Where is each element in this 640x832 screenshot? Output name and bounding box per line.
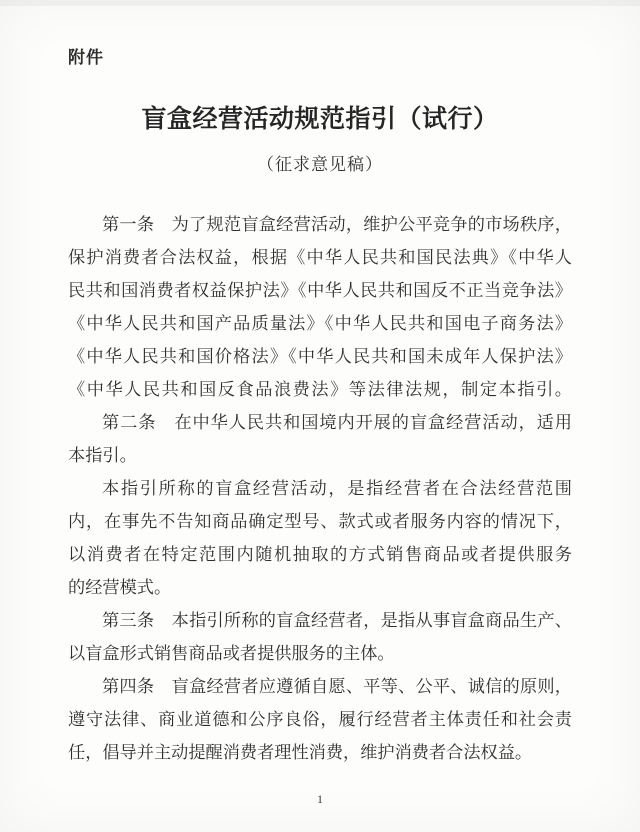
text-line: 民共和国消费者权益保护法》《中华人民共和国反不正当竞争法》 xyxy=(68,281,572,300)
text-line: 遵守法律、商业道德和公序良俗，履行经营者主体责任和社会责 xyxy=(68,710,572,729)
text-line: 第二条 在中华人民共和国境内开展的盲盒经营活动，适用 xyxy=(102,413,572,432)
text-line: 以消费者在特定范围内随机抽取的方式销售商品或者提供服务 xyxy=(68,545,572,564)
text-line: 保护消费者合法权益，根据《中华人民共和国民法典》《中华人 xyxy=(68,248,572,267)
text-line: 内，在事先不告知商品确定型号、款式或者服务内容的情况下， xyxy=(68,512,572,531)
text-line: 的经营模式。 xyxy=(68,578,172,597)
text-line: 第四条 盲盒经营者应遵循自愿、平等、公平、诚信的原则， xyxy=(102,677,572,696)
text-line: 《中华人民共和国价格法》《中华人民共和国未成年人保护法》 xyxy=(68,347,572,366)
text-line: 本指引。 xyxy=(68,446,137,465)
text-line: 第一条 为了规范盲盒经营活动，维护公平竞争的市场秩序， xyxy=(102,215,572,234)
text-line: 本指引所称的盲盒经营活动，是指经营者在合法经营范围 xyxy=(102,479,572,498)
document-subtitle: （征求意见稿） xyxy=(257,155,383,174)
page-number: 1 xyxy=(317,792,323,806)
text-line: 任，倡导并主动提醒消费者理性消费，维护消费者合法权益。 xyxy=(68,743,533,762)
text-line: 以盲盒形式销售商品或者提供服务的主体。 xyxy=(68,644,395,663)
text-line: 《中华人民共和国产品质量法》《中华人民共和国电子商务法》 xyxy=(68,314,572,333)
document-title: 盲盒经营活动规范指引（试行） xyxy=(141,106,499,133)
text-line: 第三条 本指引所称的盲盒经营者，是指从事盲盒商品生产、 xyxy=(102,611,572,630)
text-line: 《中华人民共和国反食品浪费法》等法律法规，制定本指引。 xyxy=(68,380,572,399)
document-body xyxy=(68,208,572,769)
attachment-label: 附件 xyxy=(68,48,104,67)
